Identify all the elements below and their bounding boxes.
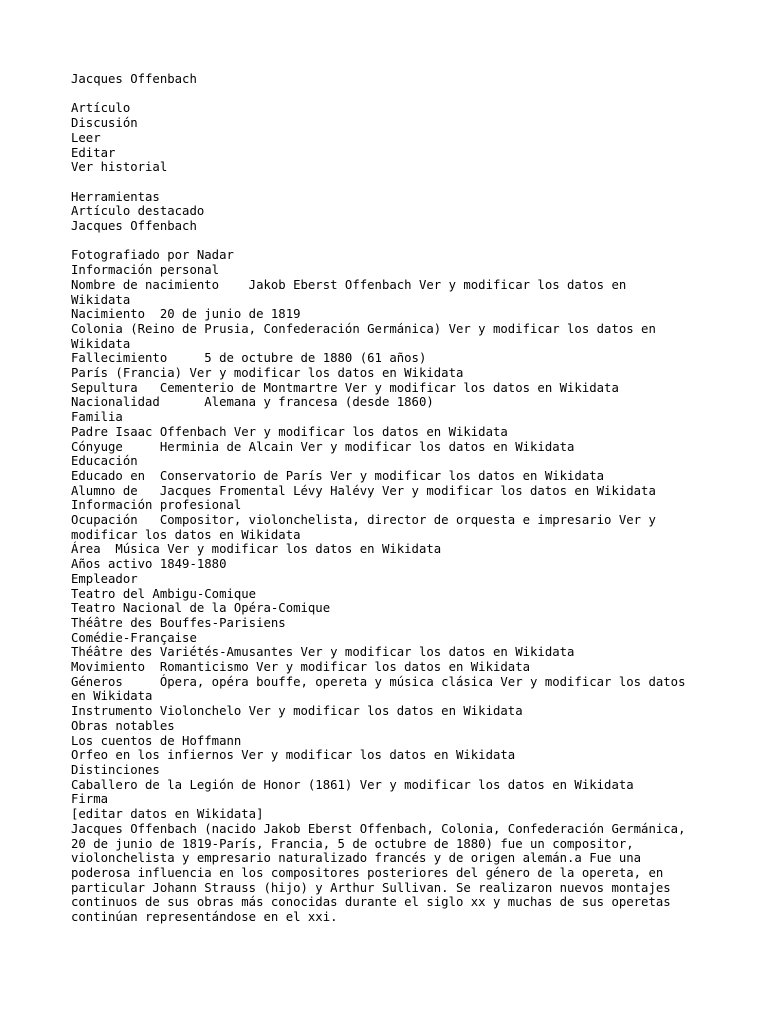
tools-section [71,190,731,234]
infobox-line: Ocupación Compositor, violonchelista, director de orquesta e impresario Ver y [71,513,656,528]
infobox-line: Fallecimiento 5 de octubre de 1880 (61 años) [71,351,427,366]
infobox-line: Wikidata [71,292,131,307]
infobox-line: Teatro Nacional de la Opéra-Comique [71,601,331,616]
infobox-line: Nacionalidad Alemana y francesa (desde 1860) [71,395,434,410]
spacer [71,175,731,190]
infobox-line: Nacimiento 20 de junio de 1819 [71,307,301,322]
page-tabs [71,101,731,175]
intro-line: poderosa influencia en los compositores posteriores del género de la opereta, en [71,865,664,880]
infobox-line: Padre Isaac Offenbach Ver y modificar los datos en Wikidata [71,424,508,439]
tab-article[interactable]: Artículo [71,101,131,116]
infobox-line: Educado en Conservatorio de París Ver y modificar los datos en Wikidata [71,468,605,483]
intro-line: continúan representándose en el xxi. [71,910,338,925]
tab-edit[interactable]: Editar [71,145,116,160]
page-title: Jacques Offenbach [71,72,197,86]
infobox-line: Géneros Ópera, opéra bouffe, opereta y música clásica Ver y modificar los datos [71,674,686,689]
infobox-line: Orfeo en los infiernos Ver y modificar los datos en Wikidata [71,748,516,763]
infobox-line: Wikidata [71,336,131,351]
infobox-line: Sepultura Cementerio de Montmartre Ver y modificar los datos en Wikidata [71,380,619,395]
edit-wikidata-link[interactable]: [editar datos en Wikidata] [71,807,264,822]
infobox-line: Fotografiado por Nadar [71,248,234,263]
infobox-line: Théâtre des Bouffes-Parisiens [71,615,286,630]
document-page [71,72,731,925]
intro-line: 20 de junio de 1819-París, Francia, 5 de octubre de 1880) fue un compositor, [71,836,634,851]
spacer [71,234,731,249]
infobox-line: en Wikidata [71,689,153,704]
infobox-line: Los cuentos de Hoffmann [71,733,242,748]
infobox-line: Colonia (Reino de Prusia, Confederación Germánica) Ver y modificar los datos en [71,321,656,336]
infobox-line: Cónyuge Herminia de Alcain Ver y modificar los datos en Wikidata [71,439,575,454]
intro-line: Jacques Offenbach (nacido Jakob Eberst Offenbach, Colonia, Confederación Germánica, [71,821,686,836]
infobox-line: Théâtre des Variétés-Amusantes Ver y modificar los datos en Wikidata [71,645,575,660]
infobox-line: París (Francia) Ver y modificar los datos en Wikidata [71,366,464,381]
infobox-line: Nombre de nacimiento Jakob Eberst Offenbach Ver y modificar los datos en [71,277,627,292]
spacer [71,87,731,102]
infobox-line: Información profesional [71,498,242,513]
infobox-line: Movimiento Romanticismo Ver y modificar los datos en Wikidata [71,660,531,675]
article-name: Jacques Offenbach [71,219,197,233]
infobox-line: Instrumento Violonchelo Ver y modificar los datos en Wikidata [71,704,523,719]
intro-line: continuos de sus obras más conocidas durante el siglo xx y muchas de sus operetas [71,895,671,910]
tab-talk[interactable]: Discusión [71,116,138,131]
infobox-line: Educación [71,454,138,469]
intro-line: violonchelista y empresario naturalizado francés y de origen alemán.a Fue una [71,851,642,866]
tab-history[interactable]: Ver historial [71,160,168,175]
infobox-line: Empleador [71,571,138,586]
infobox [71,248,731,821]
intro-line: particular Johann Strauss (hijo) y Arthur Sullivan. Se realizaron nuevos montajes [71,880,671,895]
infobox-line: Años activo 1849-1880 [71,557,227,572]
intro-paragraph [71,822,731,925]
infobox-line: Caballero de la Legión de Honor (1861) Ver y modificar los datos en Wikidata [71,777,634,792]
infobox-line: Firma [71,792,109,807]
infobox-line: modificar los datos en Wikidata [71,527,301,542]
infobox-line: Información personal [71,263,220,278]
infobox-line: Familia [71,410,123,425]
infobox-line: Obras notables [71,718,175,733]
infobox-line: Teatro del Ambigu-Comique [71,586,257,601]
tools-menu[interactable]: Herramientas [71,189,160,204]
infobox-line: Comédie-Française [71,630,197,645]
infobox-line: Alumno de Jacques Fromental Lévy Halévy Ver y modificar los datos en Wikidata [71,483,656,498]
infobox-line: Área Música Ver y modificar los datos en Wikidata [71,542,442,557]
infobox-line: Distinciones [71,763,160,777]
featured-article-label: Artículo destacado [71,204,205,219]
tab-read[interactable]: Leer [71,130,101,145]
